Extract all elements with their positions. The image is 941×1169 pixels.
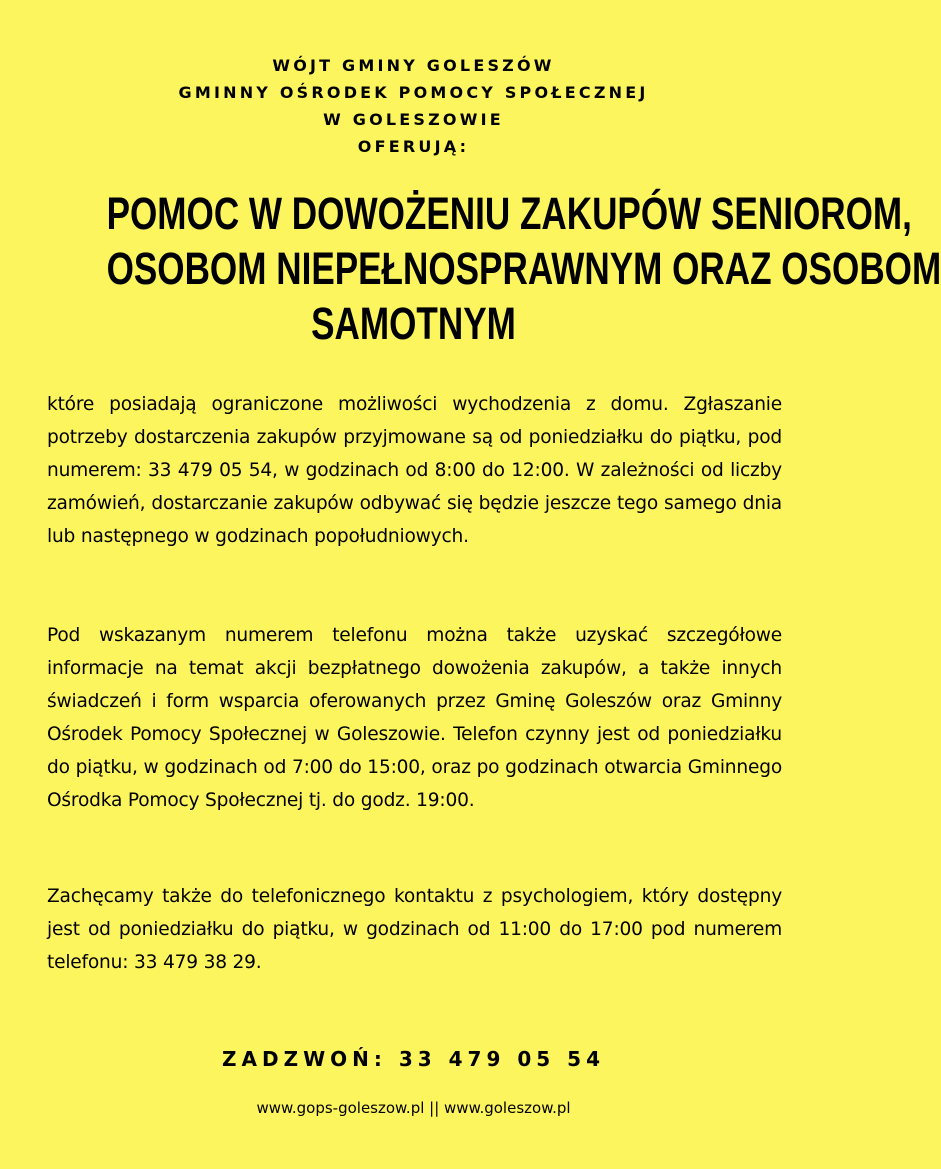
headline-line-1: POMOC W DOWOŻENIU ZAKUPÓW SENIOROM,: [106, 188, 912, 239]
call-to-action-phone: ZADZWOŃ: 33 479 05 54: [222, 1047, 605, 1071]
headline-line-2: OSOBOM NIEPEŁNOSPRAWNYM ORAZ OSOBOM: [106, 243, 941, 294]
header-line-office: GMINNY OŚRODEK POMOCY SPOŁECZNEJ: [178, 83, 649, 102]
issuer-header: [0, 52, 827, 160]
footer-websites: www.gops-goleszow.pl || www.goleszow.pl: [256, 1099, 571, 1117]
header-line-location: W GOLESZOWIE: [323, 110, 504, 129]
headline-line-3: SAMOTNYM: [311, 298, 516, 349]
paragraph-information-hours: Pod wskazanym numerem telefonu można także uzyskać szczegółowe informacje na temat akcji bezpłatnego dowożenia zakupów, a także innych świadczeń i form wsparcia oferowanych przez Gminę Goleszów oraz Gminny Ośrodek Pomocy Społecznej w Goleszowie. Telefon czynny jest od poniedziałku do piątku, w godzinach od 7:00 do 15:00, oraz po godzinach otwarcia Gminnego Ośrodka Pomocy Społecznej tj. do godz. 19:00.: [47, 625, 782, 811]
header-line-offer: OFERUJĄ:: [357, 137, 470, 156]
paragraph-psychologist-contact: Zachęcamy także do telefonicznego kontaktu z psychologiem, który dostępny jest od poniedziałku do piątku, w godzinach od 11:00 do 17:00 pod numerem telefonu: 33 479 38 29.: [47, 886, 782, 973]
main-headline: [106, 186, 941, 351]
header-line-mayor: WÓJT GMINY GOLESZÓW: [272, 56, 555, 75]
paragraph-service-description: które posiadają ograniczone możliwości wychodzenia z domu. Zgłaszanie potrzeby dostarczenia zakupów przyjmowane są od poniedziałku do piątku, pod numerem: 33 479 05 54, w godzinach od 8:00 do 12:00. W zależności od liczby zamówień, dostarczanie zakupów odbywać się będzie jeszcze tego samego dnia lub następnego w godzinach popołudniowych.: [47, 394, 782, 547]
